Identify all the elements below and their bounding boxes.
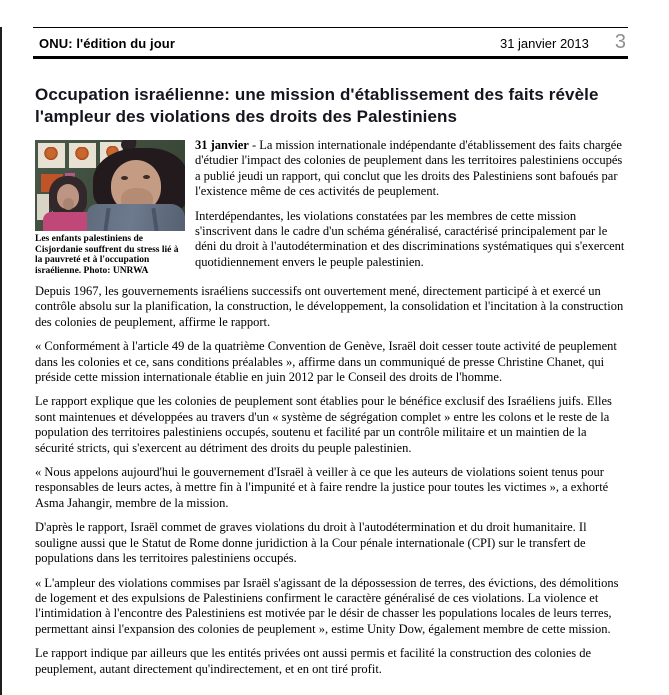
paragraph: Le rapport explique que les colonies de peuplement sont établies pour le bénéfice exclusif des Israéliens juifs. Elles sont maintenues et développées au travers d'un « système de ségrégation complet » entre les colons et le reste de la population des territoires palestiniens occupés, soutenu et facilité par un contrôle militaire et un maintien de la sécurité stricts, qui s'exercent au détriment des droits du peuple palestinien. (35, 394, 612, 455)
paragraph: Le rapport indique par ailleurs que les entités privées ont aussi permis et facilité la construction des colonies de peuplement, autant directement qu'indirectement, et en ont tiré profit. (35, 646, 592, 676)
photo-girl-right-eye (143, 175, 150, 179)
photo-butterfly (74, 147, 90, 161)
edition-date: 31 janvier 2013 (499, 36, 589, 51)
publication-title: ONU: l'édition du jour (39, 36, 175, 51)
article-content (33, 138, 628, 677)
page (2, 27, 669, 677)
photo-girl-left-hand (63, 198, 74, 210)
paragraph: « Conformément à l'article 49 de la quatrième Convention de Genève, Israël doit cesser toute activité de peuplement dans les colonies et ce, sans conditions préalables », affirme dans un communiqué de presse Christine Chanet, qui préside cette mission internationale établie en juin 2012 par le Conseil des droits de l'homme. (35, 339, 617, 385)
document-page (0, 27, 669, 695)
page-header (33, 27, 628, 59)
photo-caption: Les enfants palestiniens de Cisjordanie souffrent du stress lié à la pauvreté et à l'occupation israélienne. Photo: UNRWA (35, 234, 179, 276)
article-title: Occupation israélienne: une mission d'établissement des faits révèle l'ampleur des violations des droits des Palestiniens (35, 85, 599, 126)
article-figure (35, 140, 187, 276)
page-number: 3 (614, 31, 626, 53)
photo-girl-right-jacket (87, 204, 185, 231)
photo-girl-right-eye (121, 176, 128, 180)
lead-text: - La mission internationale indépendante d'établissement des faits chargée d'étudier l'impact des colonies de peuplement dans les territoires palestiniens occupés a publié jeudi un rapport, qui conclut que les droits des Palestiniens sont bafoués par l'existence même de ces activités de peuplement. (195, 138, 623, 199)
header-right (500, 31, 626, 54)
paragraph: D'après le rapport, Israël commet de graves violations du droit à l'autodétermination et du droit humanitaire. Il souligne aussi que le Statut de Rome donne juridiction à la Cour pénale internationale (CPI) sur le transfert de populations dans les territoires palestiniens occupés. (35, 520, 587, 566)
article-photo (35, 140, 185, 231)
paragraph: Interdépendantes, les violations constatées par les membres de cette mission s'inscrivent dans le cadre d'un schéma généralisé, caractérisé principalement par le déni du droit à l'autodétermination et des discriminations systématiques qui s'exercent quotidiennement envers le peuple palestinien. (195, 208, 625, 269)
paragraph: Depuis 1967, les gouvernements israéliens successifs ont ouvertement mené, directement participé à et exercé un contrôle absolu sur la planification, la construction, le développement, la consolidation et l'incitation à la construction des colonies de peuplement, affirme le rapport. (35, 284, 624, 329)
paragraph: « Nous appelons aujourd'hui le gouvernement d'Israël à veiller à ce que les auteurs de violations soient tenus pour responsables de leurs actes, à mettre fin à l'impunité et à faire rendre la justice pour toutes les victimes », a exhorté Asma Jahangir, membre de la mission. (35, 465, 609, 510)
paragraph: « L'ampleur des violations commises par Israël s'agissant de la dépossession de terres, des évictions, des démolitions de logement et des expulsions de Palestiniens confirment le caractère généralisé de ces violations. La violence et l'intimidation à l'encontre des Palestiniens est motivée par le désir de chasser les populations locales de leurs terres, permettant ainsi l'expansion des colonies de peuplement », estime Unity Dow, également membre de cette mission. (35, 575, 619, 636)
lead-date: 31 janvier (195, 138, 249, 152)
photo-butterfly (43, 147, 59, 161)
